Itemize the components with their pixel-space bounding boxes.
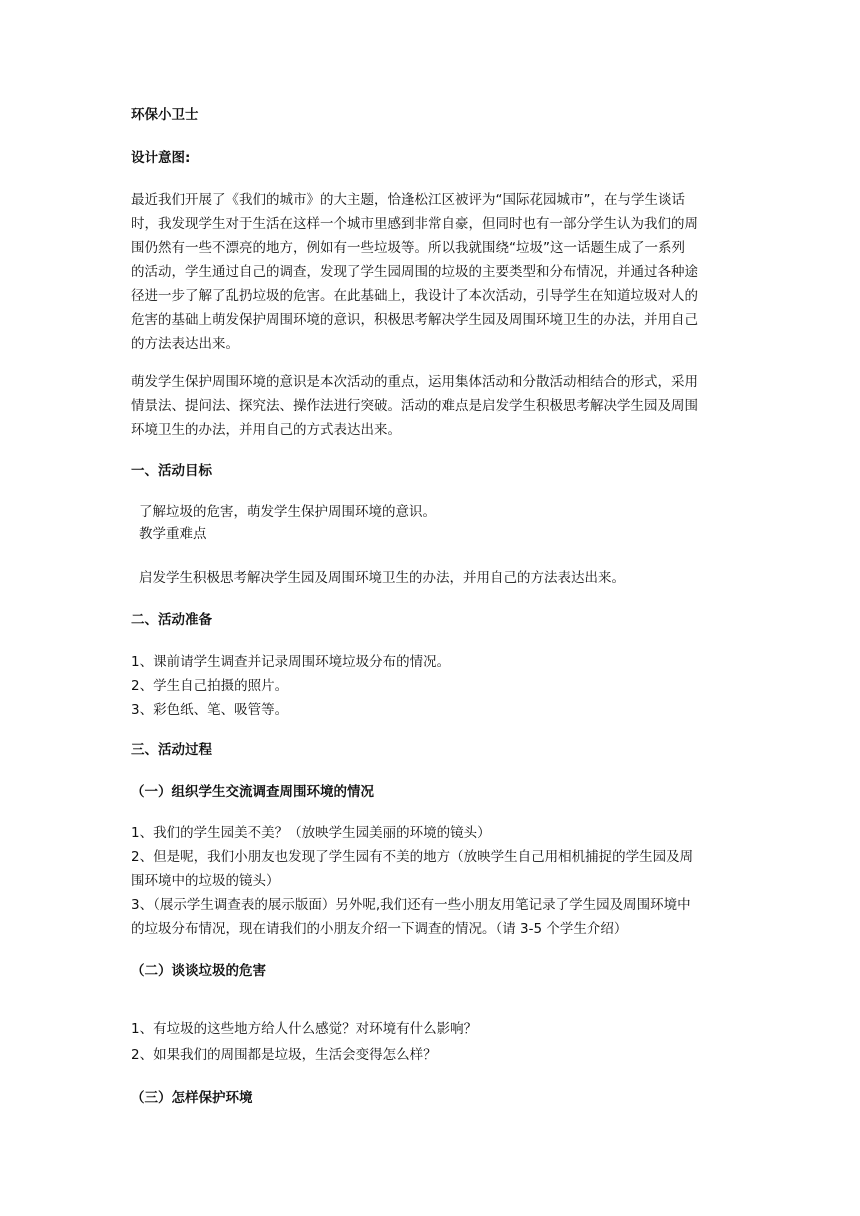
list-item: 2、但是呢，我们小朋友也发现了学生园有不美的地方（放映学生自己用相机捕捉的学生园及周	[131, 849, 694, 865]
difficulty-line: 启发学生积极思考解决学生园及周围环境卫生的办法，并用自己的方法表达出来。	[139, 570, 625, 586]
list-item: 2、如果我们的周围都是垃圾，生活会变得怎么样？	[131, 1047, 437, 1063]
document-title: 环保小卫士	[131, 107, 199, 123]
list-item: 1、课前请学生调查并记录周围环境垃圾分布的情况。	[131, 654, 451, 670]
paragraph-line: 最近我们开展了《我们的城市》的大主题，恰逢松江区被评为“国际花园城市”，在与学生谈话	[131, 192, 685, 208]
paragraph-line: 危害的基础上萌发保护周围环境的意识，积极思考解决学生园及周围环境卫生的办法，并用自己	[131, 312, 698, 328]
list-item: 1、我们的学生园美不美？（放映学生园美丽的环境的镜头）	[131, 825, 491, 841]
list-item: 的垃圾分布情况，现在请我们的小朋友介绍一下调查的情况。（请 3-5 个学生介绍）	[131, 921, 628, 937]
paragraph-line: 围仍然有一些不漂亮的地方，例如有一些垃圾等。所以我就围绕“垃圾”这一话题生成了一系列	[131, 240, 685, 256]
paragraph-line: 萌发学生保护周围环境的意识是本次活动的重点，运用集体活动和分散活动相结合的形式，采用	[131, 374, 698, 390]
design-heading: 设计意图:	[131, 150, 191, 166]
section-heading-process: 三、活动过程	[131, 742, 212, 758]
goal-line: 了解垃圾的危害，萌发学生保护周围环境的意识。	[139, 504, 436, 520]
subsection-heading-3: （三）怎样保护环境	[131, 1090, 253, 1106]
paragraph-line: 的方法表达出来。	[131, 336, 239, 352]
list-item: 1、有垃圾的这些地方给人什么感觉？对环境有什么影响？	[131, 1021, 478, 1037]
section-heading-goals: 一、活动目标	[131, 463, 212, 479]
list-item: 2、学生自己拍摄的照片。	[131, 678, 289, 694]
list-item: 围环境中的垃圾的镜头）	[131, 873, 280, 889]
paragraph-line: 情景法、提问法、探究法、操作法进行突破。活动的难点是启发学生积极思考解决学生园及周围	[131, 398, 698, 414]
section-heading-preparation: 二、活动准备	[131, 612, 212, 628]
subsection-heading-1: （一）组织学生交流调查周围环境的情况	[131, 784, 374, 800]
paragraph-line: 环境卫生的办法，并用自己的方式表达出来。	[131, 422, 401, 438]
list-item: 3、彩色纸、笔、吸管等。	[131, 702, 289, 718]
list-item: 3、（展示学生调查表的展示版面）另外呢,我们还有一些小朋友用笔记录了学生园及周围环境中	[131, 897, 691, 913]
paragraph-line: 的活动，学生通过自己的调查，发现了学生园周围的垃圾的主要类型和分布情况，并通过各种途	[131, 264, 698, 280]
paragraph-line: 时，我发现学生对于生活在这样一个城市里感到非常自豪，但同时也有一部分学生认为我们的周	[131, 216, 698, 232]
difficulty-label: 教学重难点	[139, 526, 207, 542]
subsection-heading-2: （二）谈谈垃圾的危害	[131, 963, 266, 979]
paragraph-line: 径进一步了解了乱扔垃圾的危害。在此基础上，我设计了本次活动，引导学生在知道垃圾对人的	[131, 288, 698, 304]
